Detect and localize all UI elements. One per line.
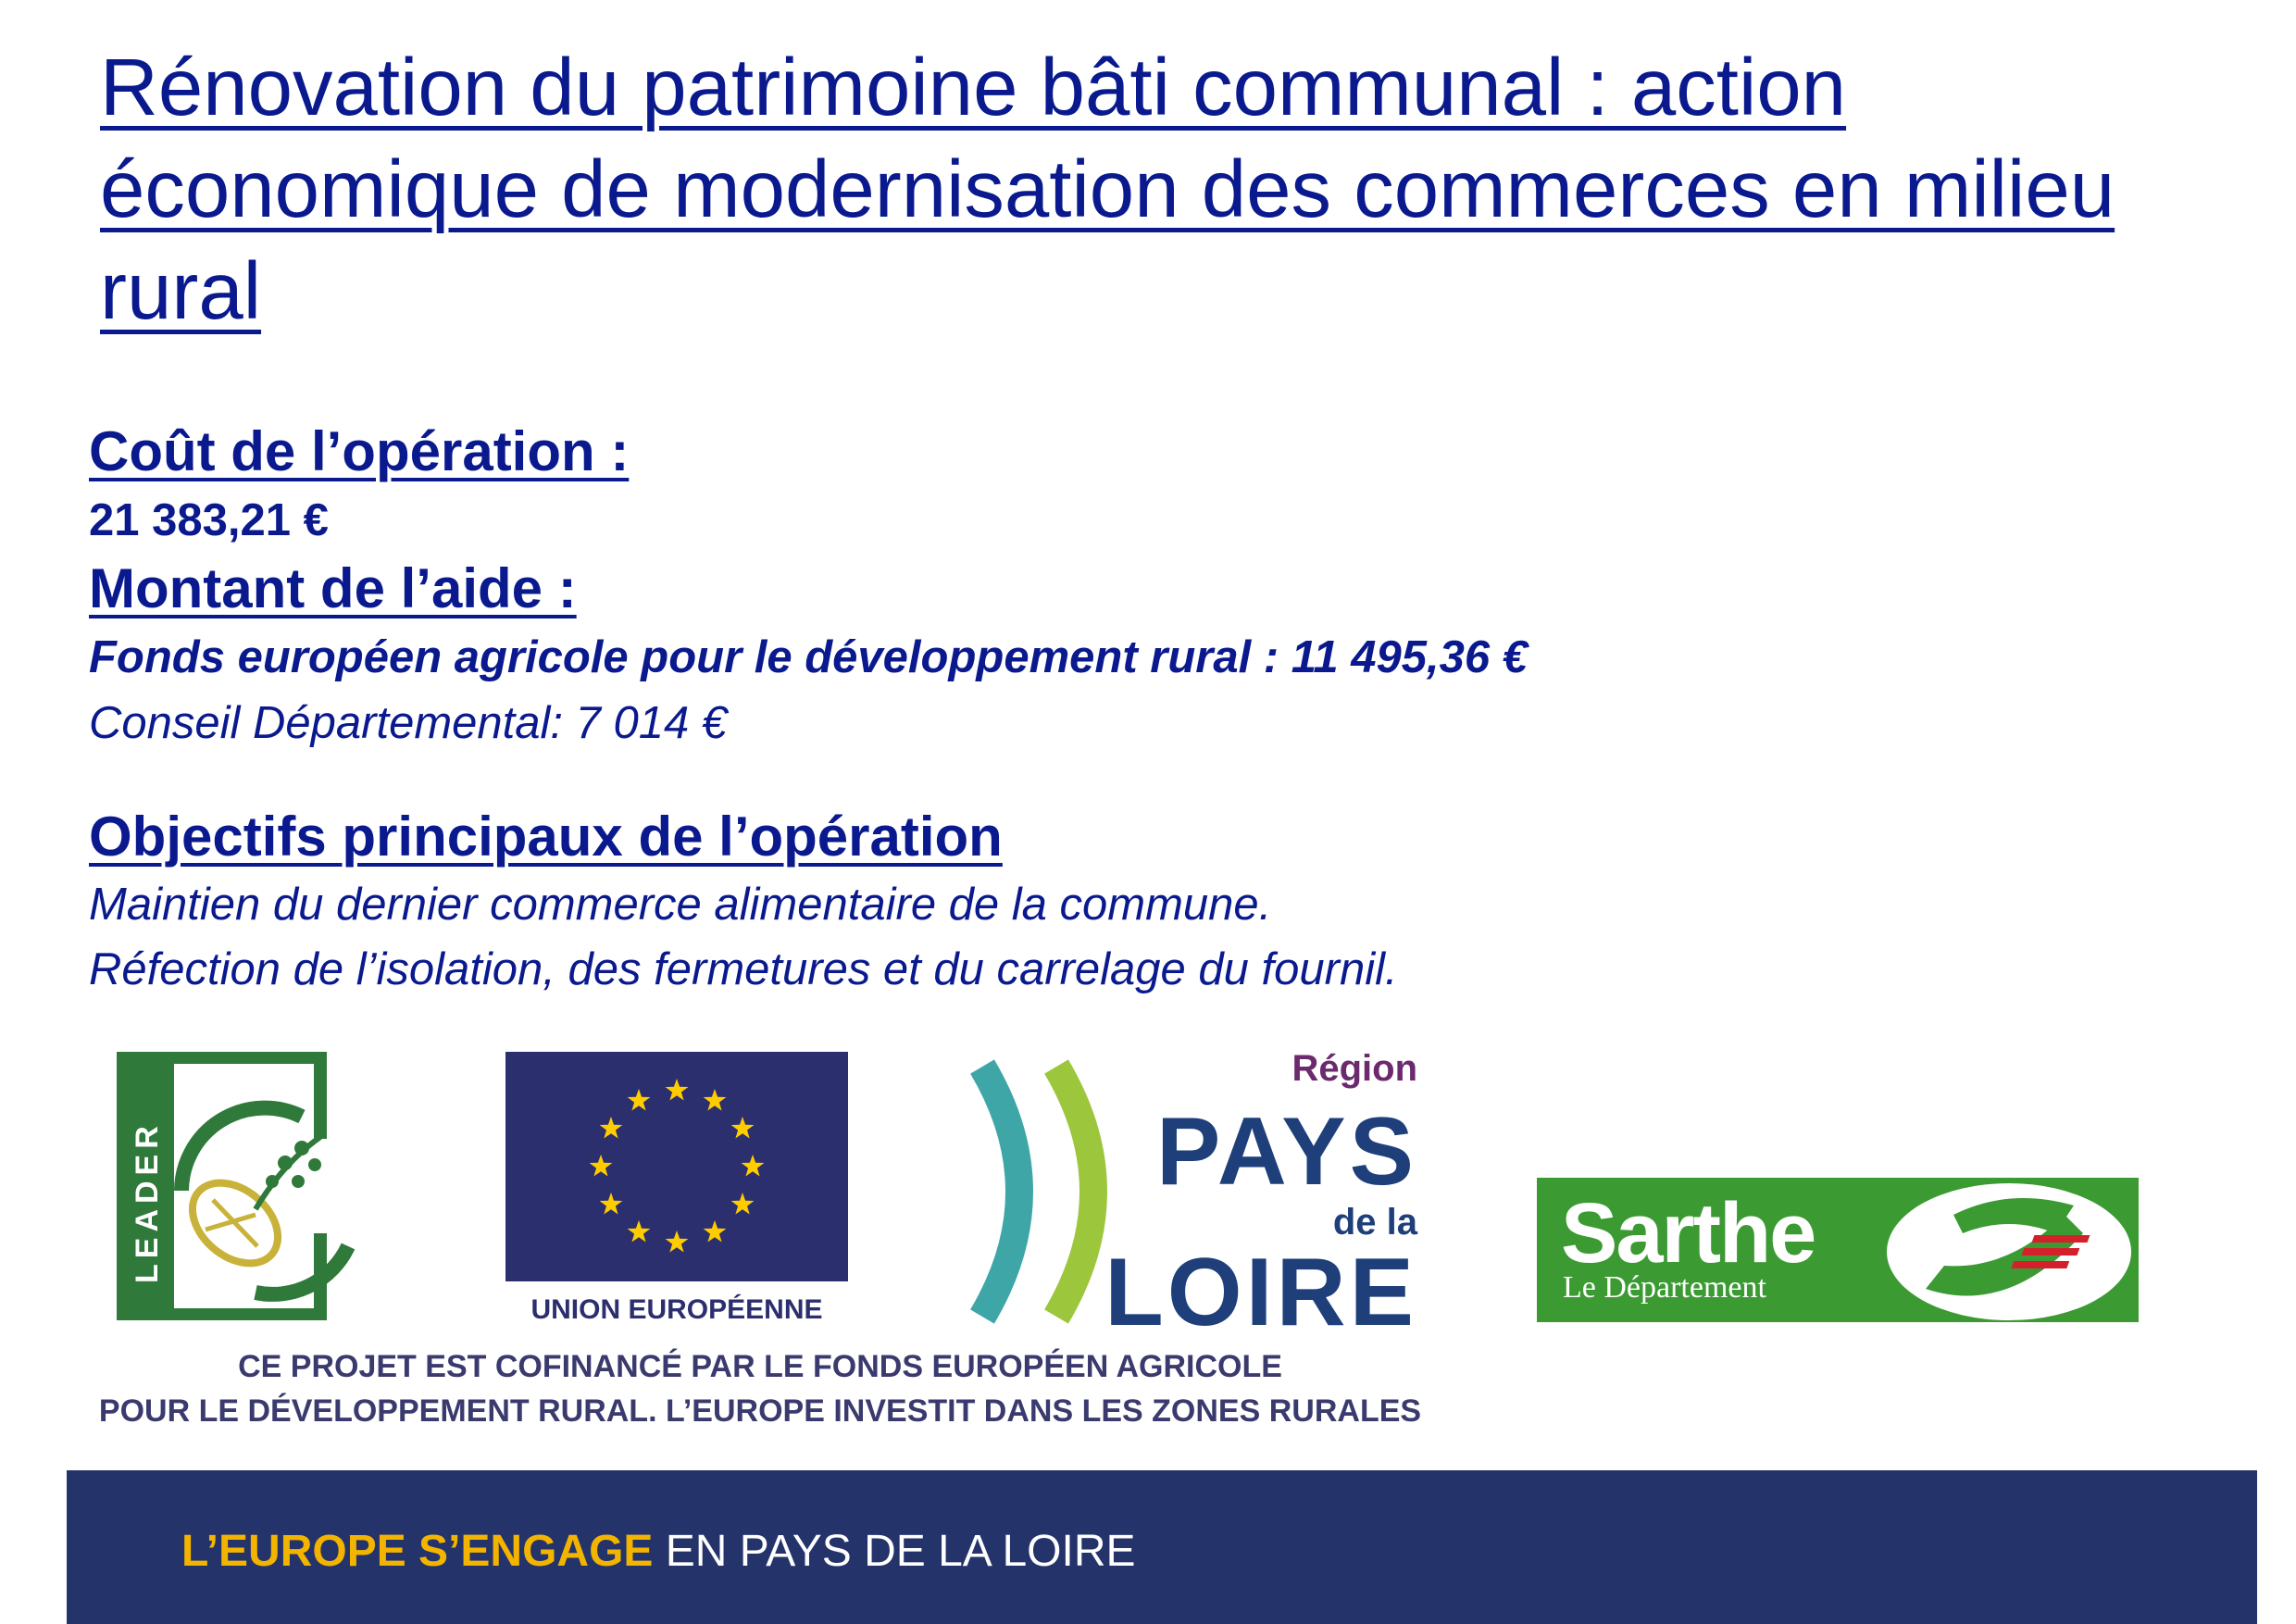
- region-line4: LOIRE: [1104, 1239, 1417, 1346]
- cofinance-line: CE PROJET EST COFINANCÉ PAR LE FONDS EUROPÉEN AGRICOLE: [238, 1349, 1282, 1384]
- aid-feader: Fonds européen agricole pour le développement rural : 11 495,36 €: [89, 632, 1528, 682]
- operation-info: [89, 417, 1528, 1002]
- cofinance-line: POUR LE DÉVELOPPEMENT RURAL. L’EUROPE INVESTIT DANS LES ZONES RURALES: [98, 1393, 1422, 1429]
- sarthe-logo: [1537, 1178, 2139, 1322]
- footer-rest: EN PAYS DE LA LOIRE: [653, 1527, 1136, 1576]
- sarthe-name: Sarthe: [1561, 1186, 1816, 1280]
- eu-label: UNION EUROPÉENNE: [530, 1294, 823, 1325]
- eu-flag-icon: [505, 1052, 848, 1281]
- sarthe-badge-icon: [1870, 1178, 2139, 1322]
- region-line2: PAYS: [1156, 1098, 1417, 1206]
- cost-value: 21 383,21 €: [89, 495, 329, 545]
- funding-logos: [89, 1030, 1431, 1437]
- aid-departement: Conseil Départemental: 7 014 €: [89, 698, 728, 748]
- footer-highlight: L’EUROPE S’ENGAGE: [181, 1527, 654, 1576]
- objective-item: Réfection de l’isolation, des fermetures et du carrelage du fournil.: [89, 944, 1398, 994]
- region-line3: de la: [1332, 1202, 1417, 1243]
- aid-heading: Montant de l’aide :: [89, 557, 577, 619]
- cost-heading: Coût de l’opération :: [89, 420, 630, 482]
- eu-logo: [505, 1052, 848, 1348]
- region-pays-de-la-loire-logo: [955, 1048, 1417, 1346]
- footer-text: [181, 1526, 1136, 1577]
- leader-logo: [117, 1052, 378, 1320]
- objectives-heading: Objectifs principaux de l’opération: [89, 806, 1003, 868]
- sarthe-subtitle: Le Département: [1563, 1270, 1766, 1305]
- footer-banner: [67, 1470, 2257, 1624]
- region-line1: Région: [1292, 1048, 1417, 1089]
- objective-item: Maintien du dernier commerce alimentaire de la commune.: [89, 880, 1272, 930]
- page-title: Rénovation du patrimoine bâti communal : action économique de modernisation des commerces en milieu rural: [100, 43, 2115, 336]
- leader-logo-text: LEADER: [130, 1120, 165, 1283]
- cofinance-statement: [89, 1344, 1431, 1433]
